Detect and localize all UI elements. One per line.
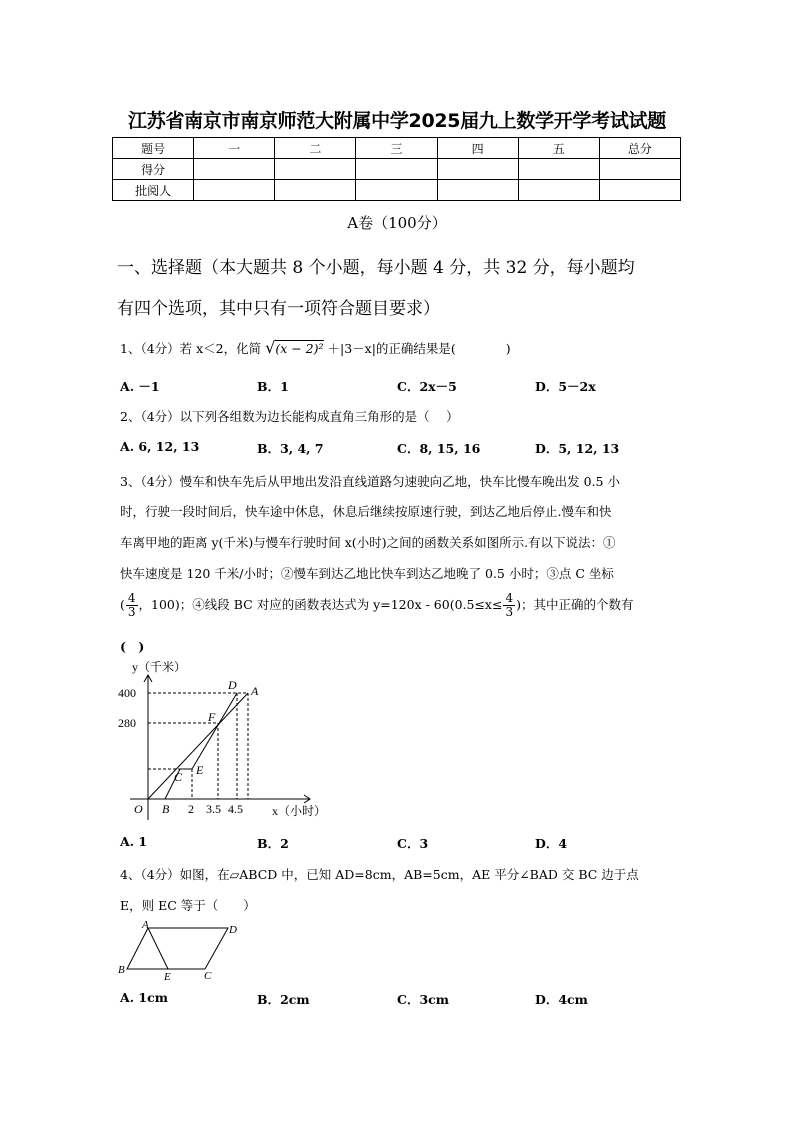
- score-cell[interactable]: [518, 159, 599, 180]
- q4-option-b[interactable]: B．2cm: [257, 992, 310, 1007]
- q3-option-c[interactable]: C．3: [397, 836, 429, 851]
- point-label: B: [162, 802, 170, 816]
- question-4-line: E，则 EC 等于（ ）: [120, 898, 256, 913]
- score-cell[interactable]: [194, 159, 275, 180]
- question-2: 2、（4分）以下列各组数为边长能构成直角三角形的是（ ）: [120, 409, 459, 424]
- frac-num: 4: [505, 591, 514, 605]
- grader-cell[interactable]: [518, 180, 599, 201]
- q2-option-d[interactable]: D．5, 12, 13: [535, 441, 620, 456]
- header-cell: 二: [275, 138, 356, 159]
- header-cell: 总分: [599, 138, 680, 159]
- segment-AE: [148, 928, 168, 969]
- question-1: [120, 338, 511, 357]
- score-table: [112, 137, 681, 201]
- score-cell[interactable]: [437, 159, 518, 180]
- question-3-line: ( ): [120, 639, 145, 654]
- y-axis-label: y（千米）: [132, 660, 187, 674]
- grader-cell[interactable]: [275, 180, 356, 201]
- x-tick: 3.5: [206, 802, 221, 816]
- grader-cell[interactable]: [599, 180, 680, 201]
- grader-cell[interactable]: [356, 180, 437, 201]
- y-tick: 280: [118, 716, 136, 730]
- score-cell[interactable]: [599, 159, 680, 180]
- q4-option-a[interactable]: A. 1cm: [120, 990, 168, 1005]
- sqrt-icon: √: [265, 338, 276, 357]
- q3-option-b[interactable]: B．2: [257, 836, 289, 851]
- q1-option-c[interactable]: C．2x－5: [397, 379, 457, 394]
- sqrt-expression: (x − 2)²: [275, 341, 324, 356]
- point-label: E: [164, 971, 171, 982]
- question-3-line: [120, 592, 633, 619]
- q2-option-c[interactable]: C．8, 15, 16: [397, 441, 481, 456]
- question-1-prefix: 1、（4分）若 x＜2，化简: [120, 341, 262, 356]
- x-axis-label: x（小时）: [272, 804, 327, 818]
- score-row: [113, 159, 681, 180]
- score-cell[interactable]: [356, 159, 437, 180]
- question-3-line: 快车速度是 120 千米/小时；②慢车到达乙地比快车到达乙地晚了 0.5 小时；③点 C 坐标: [120, 566, 614, 581]
- row-label: 得分: [113, 159, 194, 180]
- point-label: F: [208, 710, 216, 724]
- q1-option-b[interactable]: B．1: [257, 379, 289, 394]
- question-4-line: 4、（4分）如图，在▱ABCD 中，已知 AD=8cm，AB=5cm，AE 平分∠BAD 交 BC 边于点: [120, 867, 639, 882]
- header-cell: 一: [194, 138, 275, 159]
- q1-option-d[interactable]: D．5－2x: [535, 379, 596, 394]
- frac-den: 3: [505, 605, 514, 619]
- question-3-line: 3、（4分）慢车和快车先后从甲地出发沿直线道路匀速驶向乙地，快车比慢车晚出发 0.5 小: [120, 474, 620, 489]
- grader-cell[interactable]: [194, 180, 275, 201]
- fraction: [126, 592, 138, 619]
- q4-option-d[interactable]: D．4cm: [535, 992, 588, 1007]
- q4-option-c[interactable]: C．3cm: [397, 992, 449, 1007]
- header-cell: 题号: [113, 138, 194, 159]
- frac-den: 3: [127, 605, 136, 619]
- grader-row: [113, 180, 681, 201]
- parallelogram-figure: [112, 918, 252, 982]
- exam-title: 江苏省南京市南京师范大附属中学2025届九上数学开学考试试题: [128, 110, 666, 132]
- header-cell: 三: [356, 138, 437, 159]
- question-3-line: 时，行驶一段时间后，快车途中休息，休息后继续按原速行驶，到达乙地后停止.慢车和快: [120, 504, 612, 519]
- point-label: D: [229, 924, 237, 936]
- frac-num: 4: [127, 591, 136, 605]
- section-heading-line2: 有四个选项，其中只有一项符合题目要求）: [117, 299, 440, 319]
- header-cell: 五: [518, 138, 599, 159]
- x-tick: 4.5: [228, 802, 243, 816]
- q2-option-a[interactable]: A. 6, 12, 13: [120, 439, 200, 454]
- text: ，100)；④线段 BC 对应的函数表达式为 y=120x - 60(0.5≤x≤: [138, 597, 503, 612]
- row-label: 批阅人: [113, 180, 194, 201]
- header-cell: 四: [437, 138, 518, 159]
- text: )；其中正确的个数有: [516, 597, 634, 612]
- point-label: O: [134, 802, 143, 816]
- question-3-line: 车离甲地的距离 y(千米)与慢车行驶时间 x(小时)之间的函数关系如图所示.有以下说法：①: [120, 535, 616, 550]
- parallelogram-ABCD: [127, 928, 228, 969]
- point-label: B: [118, 964, 125, 976]
- paper-subtitle: A卷（100分）: [347, 214, 447, 232]
- distance-time-graph: [110, 655, 360, 825]
- point-label: C: [174, 770, 183, 784]
- slow-car-line-OA: [148, 693, 248, 799]
- q3-option-d[interactable]: D．4: [535, 836, 568, 851]
- score-table-header-row: [113, 138, 681, 159]
- point-label: D: [228, 678, 237, 692]
- q1-option-a[interactable]: A. －1: [120, 379, 160, 394]
- point-label: E: [196, 763, 204, 777]
- point-label: C: [204, 970, 212, 982]
- question-1-suffix: ＋|3－x|的正确结果是( ): [327, 341, 511, 356]
- q2-option-b[interactable]: B．3, 4, 7: [257, 441, 324, 456]
- point-label: A: [142, 919, 149, 931]
- paren: (: [120, 597, 125, 612]
- grader-cell[interactable]: [437, 180, 518, 201]
- q3-option-a[interactable]: A. 1: [120, 834, 148, 849]
- point-label: A: [251, 684, 259, 698]
- fraction: [503, 592, 515, 619]
- section-heading-line1: 一、选择题（本大题共 8 个小题，每小题 4 分，共 32 分，每小题均: [117, 258, 635, 278]
- x-tick: 2: [188, 802, 194, 816]
- score-cell[interactable]: [275, 159, 356, 180]
- y-tick: 400: [118, 686, 136, 700]
